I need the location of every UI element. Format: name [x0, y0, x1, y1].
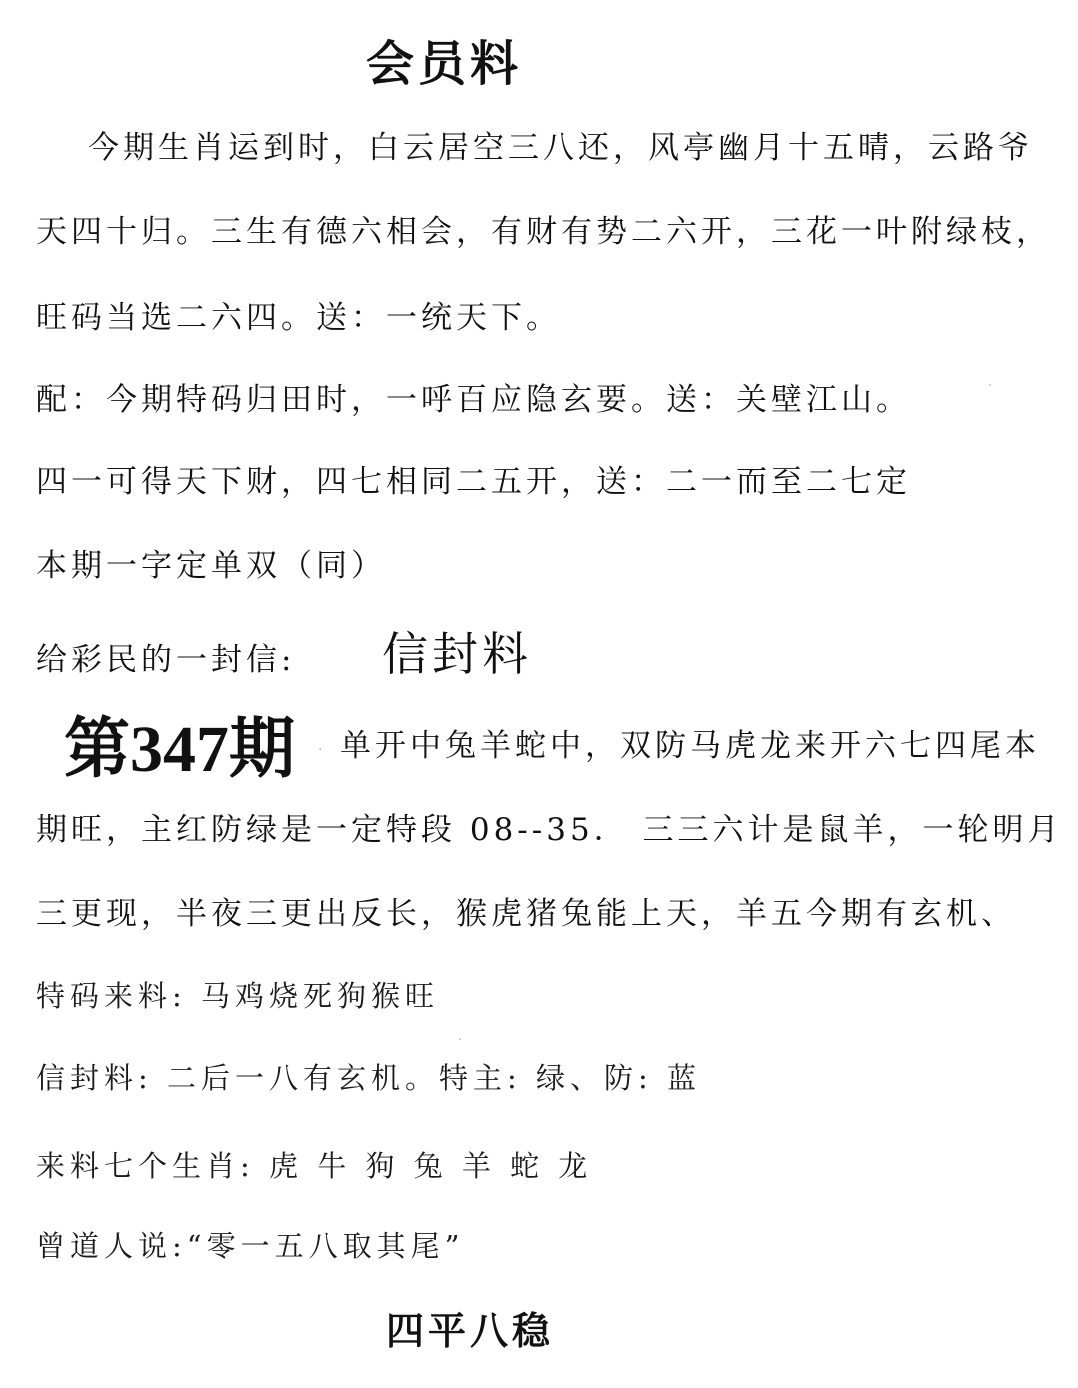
qige-line: 来料七个生肖: 虎 牛 狗 兔 羊 蛇 龙 [36, 1149, 593, 1183]
tema-line: 特码来料: 马鸡烧死狗猴旺 [36, 979, 439, 1013]
paragraph-line-3: 旺码当选二六四。送：一统天下。 [36, 300, 561, 336]
paragraph-line-1: 今期生肖运到时，白云居空三八还，风亭幽月十五晴，云路爷 [88, 130, 1033, 166]
danshuang-line: 本期一字定单双（同） [36, 548, 386, 584]
scan-speck: · [988, 378, 993, 394]
paragraph2-line-1: 单开中兔羊蛇中，双防马虎龙来开六七四尾本 [340, 728, 1040, 764]
scan-speck: · [458, 1032, 463, 1048]
xinfeng-line: 信封料: 二后一八有玄机。特主: 绿、防: 蓝 [36, 1061, 701, 1095]
siyi-line: 四一可得天下财，四七相同二五开，送：二一而至二七定 [36, 464, 911, 500]
zengdao-line: 曾道人说:“零一五八取其尾” [36, 1229, 465, 1263]
pei-line: 配：今期特码归田时，一呼百应隐玄要。送：关壁江山。 [36, 382, 911, 418]
envelope-title: 信封料 [382, 627, 532, 681]
issue-number: 第347期 [64, 713, 295, 786]
paragraph2-line-2: 期旺，主红防绿是一定特段 08--35． 三三六计是鼠羊，一轮明月 [36, 812, 1063, 848]
letter-label: 给彩民的一封信: [36, 642, 296, 678]
page-title: 会员料 [366, 36, 523, 92]
bottom-title: 四平八稳 [386, 1308, 555, 1353]
scan-speck: · [318, 742, 323, 758]
paragraph2-line-3: 三更现，半夜三更出反长，猴虎猪兔能上天，羊五今期有玄机、 [36, 896, 1016, 932]
paragraph-line-2: 天四十归。三生有德六相会，有财有势二六开，三花一叶附绿枝， [36, 214, 1051, 250]
